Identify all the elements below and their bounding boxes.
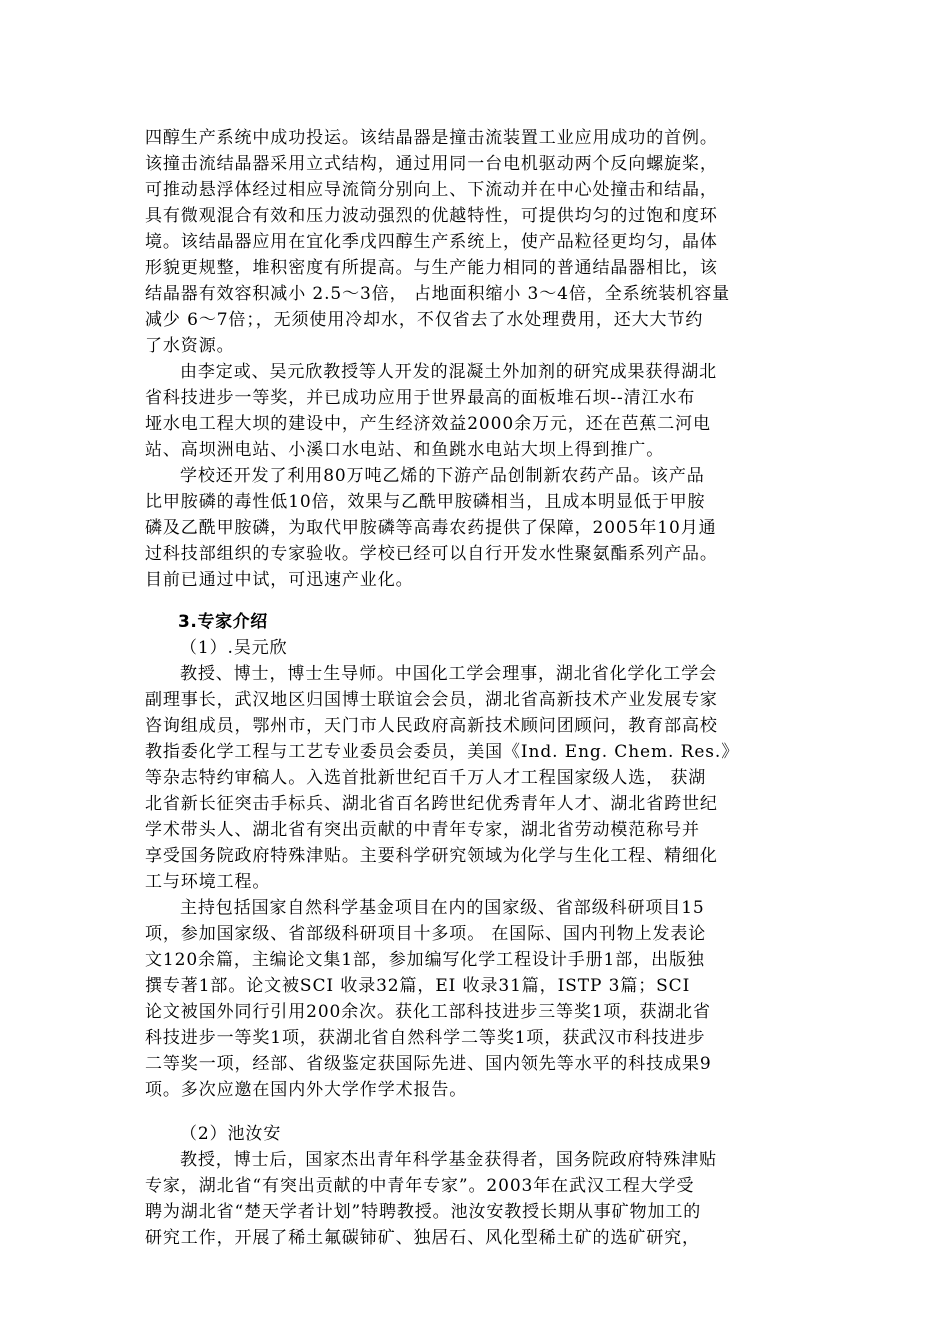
body-text-line: 学校还开发了利用80万吨乙烯的下游产品创制新农药产品。该产品 — [180, 466, 705, 486]
body-text-line: 垭水电工程大坝的建设中，产生经济效益2000余万元，还在芭蕉二河电 — [145, 414, 711, 434]
body-text-line: 由李定或、吴元欣教授等人开发的混凝土外加剂的研究成果获得湖北 — [180, 362, 717, 382]
body-text-line: 教授、博士，博士生导师。中国化工学会理事，湖北省化学化工学会 — [180, 664, 717, 684]
body-text-line: 文120余篇，主编论文集1部，参加编写化学工程设计手册1部，出版独 — [145, 950, 705, 970]
body-text-line: 结晶器有效容积减小 2.5～3倍， 占地面积缩小 3～4倍，全系统装机容量 — [145, 284, 730, 304]
body-text-line: 项，参加国家级、省部级科研项目十多项。 在国际、国内刊物上发表论 — [145, 924, 707, 944]
body-text-line: 磷及乙酰甲胺磷，为取代甲胺磷等高毒农药提供了保障，2005年10月通 — [145, 518, 717, 538]
body-text-line: 工与环境工程。 — [145, 872, 271, 892]
body-text-line: 教指委化学工程与工艺专业委员会委员，美国《Ind. Eng. Chem. Res.》 — [145, 742, 740, 762]
body-text-line: 形貌更规整，堆积密度有所提高。与生产能力相同的普通结晶器相比，该 — [145, 258, 718, 278]
expert-title: （2）池汝安 — [180, 1124, 282, 1144]
body-text-line: 北省新长征突击手标兵、湖北省百名跨世纪优秀青年人才、湖北省跨世纪 — [145, 794, 718, 814]
body-text-line: 二等奖一项，经部、省级鉴定获国际先进、国内领先等水平的科技成果9 — [145, 1054, 712, 1074]
body-text-line: 过科技部组织的专家验收。学校已经可以自行开发水性聚氨酯系列产品。 — [145, 544, 718, 564]
body-text-line: 咨询组成员，鄂州市，天门市人民政府高新技术顾问团顾问，教育部高校 — [145, 716, 718, 736]
body-text-line: 教授，博士后，国家杰出青年科学基金获得者，国务院政府特殊津贴 — [180, 1150, 717, 1170]
body-text-line: 可推动悬浮体经过相应导流筒分别向上、下流动并在中心处撞击和结晶， — [145, 180, 718, 200]
body-text-line: 境。该结晶器应用在宜化季戊四醇生产系统上，使产品粒径更均匀，晶体 — [145, 232, 718, 252]
section-heading: 3.专家介绍 — [178, 612, 268, 632]
body-text-line: 专家，湖北省“有突出贡献的中青年专家”。2003年在武汉工程大学受 — [145, 1176, 695, 1196]
body-text-line: 比甲胺磷的毒性低10倍，效果与乙酰甲胺磷相当，且成本明显低于甲胺 — [145, 492, 706, 512]
body-text-line: 主持包括国家自然科学基金项目在内的国家级、省部级科研项目15 — [180, 898, 705, 918]
body-text-line: 撰专著1部。论文被SCI 收录32篇，EI 收录31篇，ISTP 3篇；SCI — [145, 976, 691, 996]
body-text-line: 研究工作，开展了稀土氟碳铈矿、独居石、风化型稀土矿的选矿研究， — [145, 1228, 700, 1248]
body-text-line: 该撞击流结晶器采用立式结构，通过用同一台电机驱动两个反向螺旋桨， — [145, 154, 718, 174]
body-text-line: 论文被国外同行引用200余次。获化工部科技进步三等奖1项，获湖北省 — [145, 1002, 711, 1022]
body-text-line: 减少 6～7倍；，无须使用冷却水，不仅省去了水处理费用，还大大节约 — [145, 310, 704, 330]
body-text-line: 目前已通过中试，可迅速产业化。 — [145, 570, 414, 590]
body-text-line: 学术带头人、湖北省有突出贡献的中青年专家，湖北省劳动模范称号并 — [145, 820, 700, 840]
body-text-line: 省科技进步一等奖，并已成功应用于世界最高的面板堆石坝--清江水布 — [145, 388, 696, 408]
body-text-line: 四醇生产系统中成功投运。该结晶器是撞击流装置工业应用成功的首例。 — [145, 128, 718, 148]
body-text-line: 项。多次应邀在国内外大学作学术报告。 — [145, 1080, 468, 1100]
body-text-line: 站、高坝洲电站、小溪口水电站、和鱼跳水电站大坝上得到推广。 — [145, 440, 665, 460]
body-text-line: 聘为湖北省“楚天学者计划”特聘教授。池汝安教授长期从事矿物加工的 — [145, 1202, 702, 1222]
body-text-line: 了水资源。 — [145, 336, 235, 356]
body-text-line: 科技进步一等奖1项，获湖北省自然科学二等奖1项，获武汉市科技进步 — [145, 1028, 706, 1048]
body-text-line: 享受国务院政府特殊津贴。主要科学研究领域为化学与生化工程、精细化 — [145, 846, 718, 866]
body-text-line: 具有微观混合有效和压力波动强烈的优越特性，可提供均匀的过饱和度环 — [145, 206, 718, 226]
body-text-line: 等杂志特约审稿人。入选首批新世纪百千万人才工程国家级人选， 获湖 — [145, 768, 707, 788]
body-text-line: 副理事长，武汉地区归国博士联谊会会员，湖北省高新技术产业发展专家 — [145, 690, 718, 710]
expert-title: （1）.吴元欣 — [180, 638, 288, 658]
